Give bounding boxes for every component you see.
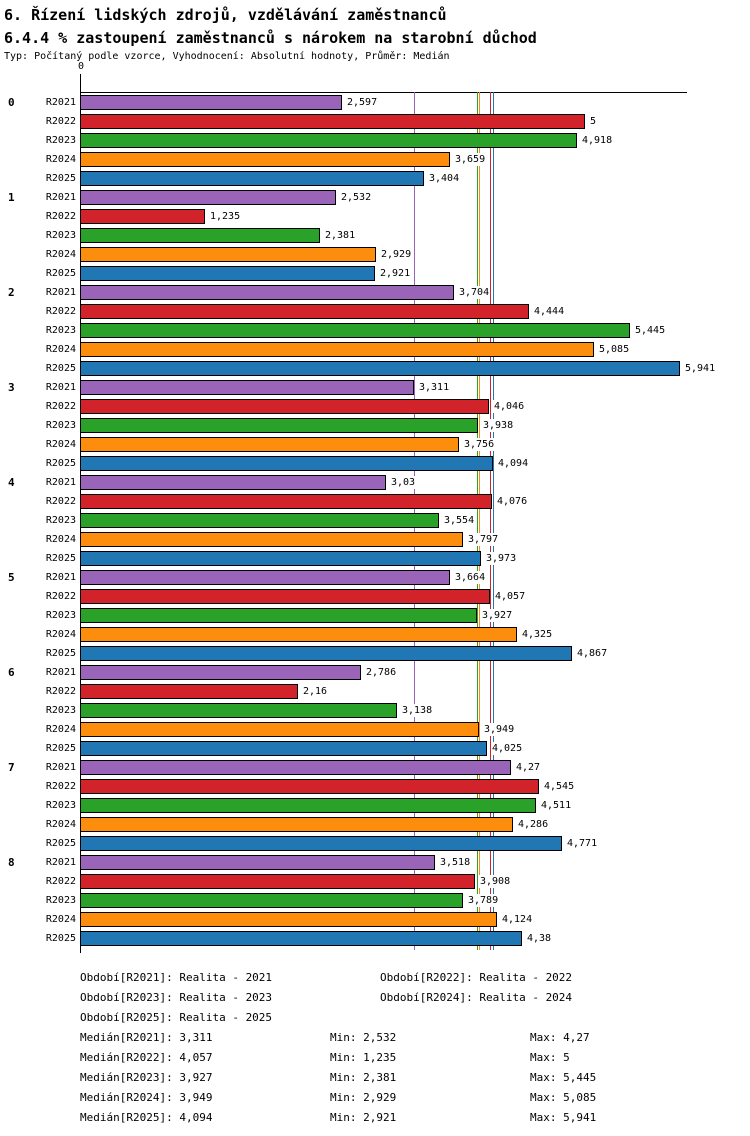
- bar-year-label: R2023: [45, 705, 76, 716]
- bar-year-label: R2022: [45, 116, 76, 127]
- bar-4-r2021: [80, 475, 386, 490]
- bar-3-r2023: [80, 418, 478, 433]
- bar-year-label: R2023: [45, 800, 76, 811]
- legend-item: Období[R2025]: Realita - 2025: [80, 1011, 273, 1024]
- bar-year-label: R2023: [45, 325, 76, 336]
- bar-7-r2022: [80, 779, 539, 794]
- bar-value-label: 3,518: [440, 857, 471, 868]
- bar-7-r2024: [80, 817, 513, 832]
- bar-value-label: 3,664: [455, 572, 486, 583]
- bar-4-r2023: [80, 513, 439, 528]
- stat-min: Min: 1,235: [330, 1051, 397, 1064]
- bar-value-label: 2,16: [303, 686, 328, 697]
- group-index-label: 5: [8, 571, 15, 584]
- bar-year-label: R2022: [45, 306, 76, 317]
- bar-year-label: R2022: [45, 211, 76, 222]
- bar-1-r2024: [80, 247, 376, 262]
- stat-median: Medián[R2024]: 3,949: [80, 1091, 213, 1104]
- bar-year-label: R2021: [45, 382, 76, 393]
- bar-1-r2021: [80, 190, 336, 205]
- bar-year-label: R2024: [45, 914, 76, 925]
- bar-3-r2025: [80, 456, 493, 471]
- bar-6-r2021: [80, 665, 361, 680]
- bar-value-label: 4,27: [516, 762, 541, 773]
- stat-median: Medián[R2025]: 4,094: [80, 1111, 213, 1124]
- bar-value-label: 4,076: [497, 496, 528, 507]
- bar-value-label: 3,908: [480, 876, 511, 887]
- bar-4-r2024: [80, 532, 463, 547]
- bar-year-label: R2022: [45, 781, 76, 792]
- bar-value-label: 3,949: [484, 724, 515, 735]
- bar-year-label: R2025: [45, 458, 76, 469]
- bar-value-label: 5,445: [635, 325, 666, 336]
- stat-max: Max: 4,27: [530, 1031, 590, 1044]
- stat-median: Medián[R2023]: 3,927: [80, 1071, 213, 1084]
- bar-value-label: 3,138: [402, 705, 433, 716]
- bar-2-r2022: [80, 304, 529, 319]
- bar-2-r2023: [80, 323, 630, 338]
- bar-0-r2021: [80, 95, 342, 110]
- stat-min: Min: 2,532: [330, 1031, 397, 1044]
- bar-year-label: R2021: [45, 477, 76, 488]
- page-subtitle: Typ: Počítaný podle vzorce, Vyhodnocení: Absolutní hodnoty, Průměr: Medián: [4, 51, 450, 62]
- bar-value-label: 3,311: [419, 382, 450, 393]
- bar-year-label: R2022: [45, 876, 76, 887]
- bar-value-label: 3,554: [444, 515, 475, 526]
- bar-year-label: R2021: [45, 97, 76, 108]
- bar-value-label: 4,057: [495, 591, 526, 602]
- bar-year-label: R2024: [45, 534, 76, 545]
- bar-value-label: 4,094: [498, 458, 529, 469]
- bar-7-r2023: [80, 798, 536, 813]
- bar-year-label: R2023: [45, 515, 76, 526]
- bar-year-label: R2025: [45, 363, 76, 374]
- bar-value-label: 2,532: [341, 192, 372, 203]
- bar-year-label: R2023: [45, 895, 76, 906]
- bar-value-label: 5,941: [685, 363, 716, 374]
- bar-value-label: 4,046: [494, 401, 525, 412]
- bar-value-label: 3,797: [468, 534, 499, 545]
- bar-value-label: 4,025: [492, 743, 523, 754]
- bar-8-r2022: [80, 874, 475, 889]
- stat-min: Min: 2,921: [330, 1111, 397, 1124]
- bar-year-label: R2021: [45, 762, 76, 773]
- bar-5-r2024: [80, 627, 517, 642]
- stat-median: Medián[R2022]: 4,057: [80, 1051, 213, 1064]
- bar-value-label: 3,927: [482, 610, 513, 621]
- bar-year-label: R2024: [45, 629, 76, 640]
- bar-2-r2021: [80, 285, 454, 300]
- bar-value-label: 4,38: [527, 933, 552, 944]
- group-index-label: 7: [8, 761, 15, 774]
- bar-value-label: 3,756: [464, 439, 495, 450]
- bar-value-label: 2,921: [380, 268, 411, 279]
- bar-6-r2023: [80, 703, 397, 718]
- bar-8-r2023: [80, 893, 463, 908]
- bar-year-label: R2025: [45, 933, 76, 944]
- bar-year-label: R2023: [45, 230, 76, 241]
- bar-year-label: R2022: [45, 686, 76, 697]
- bar-year-label: R2022: [45, 496, 76, 507]
- bar-value-label: 3,704: [459, 287, 490, 298]
- bar-value-label: 4,545: [544, 781, 575, 792]
- bar-year-label: R2021: [45, 192, 76, 203]
- bar-year-label: R2025: [45, 838, 76, 849]
- group-index-label: 6: [8, 666, 15, 679]
- bar-value-label: 3,404: [429, 173, 460, 184]
- bar-year-label: R2021: [45, 857, 76, 868]
- bar-year-label: R2023: [45, 420, 76, 431]
- bar-year-label: R2022: [45, 401, 76, 412]
- bar-value-label: 4,771: [567, 838, 598, 849]
- bar-2-r2025: [80, 361, 680, 376]
- bar-5-r2025: [80, 646, 572, 661]
- stat-max: Max: 5: [530, 1051, 570, 1064]
- bar-3-r2021: [80, 380, 414, 395]
- bar-7-r2021: [80, 760, 511, 775]
- stat-max: Max: 5,941: [530, 1111, 597, 1124]
- bar-year-label: R2025: [45, 648, 76, 659]
- bar-year-label: R2025: [45, 743, 76, 754]
- bar-5-r2022: [80, 589, 490, 604]
- bar-6-r2024: [80, 722, 479, 737]
- bar-value-label: 4,511: [541, 800, 572, 811]
- stat-min: Min: 2,381: [330, 1071, 397, 1084]
- bar-year-label: R2021: [45, 572, 76, 583]
- bar-year-label: R2024: [45, 344, 76, 355]
- legend-item: Období[R2021]: Realita - 2021: [80, 971, 273, 984]
- bar-value-label: 5: [590, 116, 597, 127]
- bar-value-label: 4,124: [502, 914, 533, 925]
- bar-0-r2022: [80, 114, 585, 129]
- stat-median: Medián[R2021]: 3,311: [80, 1031, 213, 1044]
- bar-value-label: 2,786: [366, 667, 397, 678]
- bar-8-r2025: [80, 931, 522, 946]
- bar-4-r2022: [80, 494, 492, 509]
- bar-6-r2025: [80, 741, 487, 756]
- legend-item: Období[R2023]: Realita - 2023: [80, 991, 273, 1004]
- bar-value-label: 1,235: [210, 211, 241, 222]
- page-title-line2: 6.4.4 % zastoupení zaměstnanců s nárokem na starobní důchod: [4, 29, 537, 47]
- bar-year-label: R2023: [45, 610, 76, 621]
- bar-value-label: 2,597: [347, 97, 378, 108]
- bar-value-label: 3,938: [483, 420, 514, 431]
- bar-3-r2022: [80, 399, 489, 414]
- bar-year-label: R2024: [45, 819, 76, 830]
- bar-year-label: R2023: [45, 135, 76, 146]
- legend-item: Období[R2022]: Realita - 2022: [380, 971, 573, 984]
- bar-4-r2025: [80, 551, 481, 566]
- bar-0-r2025: [80, 171, 424, 186]
- bar-value-label: 4,325: [522, 629, 553, 640]
- bar-1-r2025: [80, 266, 375, 281]
- bar-year-label: R2024: [45, 724, 76, 735]
- bar-year-label: R2025: [45, 268, 76, 279]
- group-index-label: 3: [8, 381, 15, 394]
- stat-min: Min: 2,929: [330, 1091, 397, 1104]
- bar-value-label: 4,867: [577, 648, 608, 659]
- bar-value-label: 3,973: [486, 553, 517, 564]
- bar-year-label: R2021: [45, 667, 76, 678]
- bar-1-r2022: [80, 209, 205, 224]
- bar-value-label: 3,03: [391, 477, 416, 488]
- bar-3-r2024: [80, 437, 459, 452]
- group-index-label: 8: [8, 856, 15, 869]
- stat-max: Max: 5,445: [530, 1071, 597, 1084]
- bar-6-r2022: [80, 684, 298, 699]
- bar-value-label: 3,789: [468, 895, 499, 906]
- bar-7-r2025: [80, 836, 562, 851]
- bar-8-r2021: [80, 855, 435, 870]
- page-title-line1: 6. Řízení lidských zdrojů, vzdělávání zaměstnanců: [4, 6, 447, 24]
- bar-value-label: 4,444: [534, 306, 565, 317]
- legend-item: Období[R2024]: Realita - 2024: [380, 991, 573, 1004]
- bar-value-label: 4,286: [518, 819, 549, 830]
- bar-value-label: 4,918: [582, 135, 613, 146]
- group-index-label: 4: [8, 476, 15, 489]
- bar-year-label: R2024: [45, 439, 76, 450]
- bar-value-label: 2,929: [381, 249, 412, 260]
- bar-value-label: 3,659: [455, 154, 486, 165]
- group-index-label: 0: [8, 96, 15, 109]
- bar-year-label: R2024: [45, 249, 76, 260]
- bar-0-r2023: [80, 133, 577, 148]
- x-axis-zero-label: 0: [77, 61, 85, 72]
- bar-value-label: 2,381: [325, 230, 356, 241]
- group-index-label: 2: [8, 286, 15, 299]
- bar-year-label: R2025: [45, 173, 76, 184]
- bar-5-r2023: [80, 608, 477, 623]
- bar-year-label: R2021: [45, 287, 76, 298]
- bar-2-r2024: [80, 342, 594, 357]
- bar-1-r2023: [80, 228, 320, 243]
- bar-8-r2024: [80, 912, 497, 927]
- bar-5-r2021: [80, 570, 450, 585]
- bar-value-label: 5,085: [599, 344, 630, 355]
- x-axis-tick: [80, 74, 81, 93]
- bar-0-r2024: [80, 152, 450, 167]
- bar-year-label: R2022: [45, 591, 76, 602]
- stat-max: Max: 5,085: [530, 1091, 597, 1104]
- x-axis-line: [80, 92, 687, 93]
- bar-year-label: R2024: [45, 154, 76, 165]
- group-index-label: 1: [8, 191, 15, 204]
- bar-year-label: R2025: [45, 553, 76, 564]
